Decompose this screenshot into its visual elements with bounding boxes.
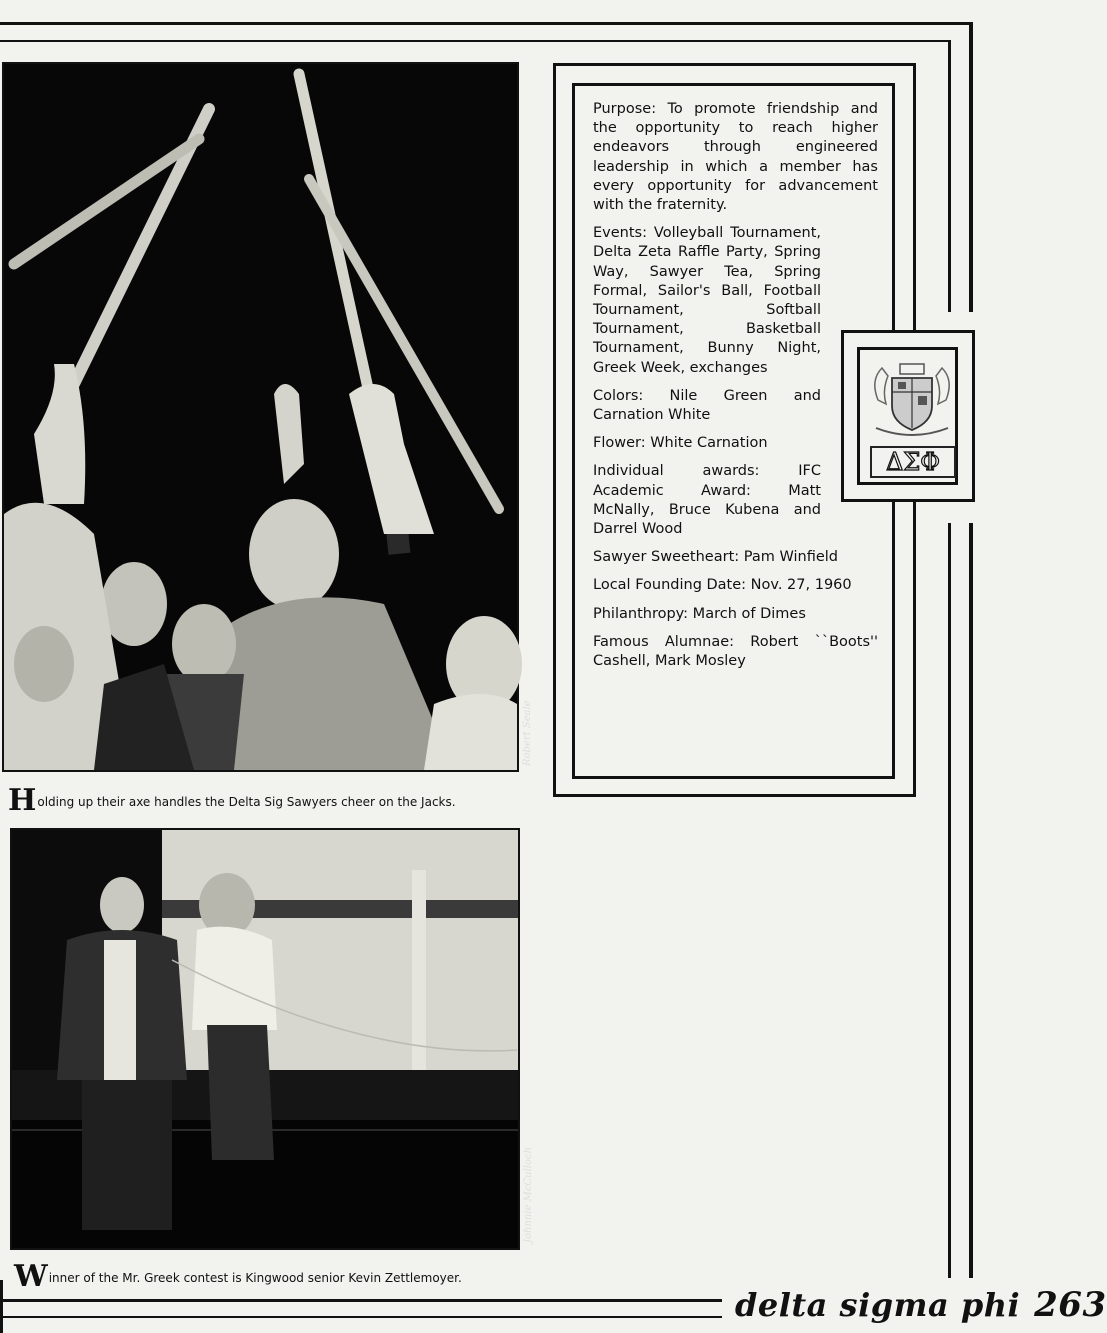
info-colors: Colors: Nile Green and Carnation White (593, 387, 821, 424)
info-alumnae: Famous Alumnae: Robert ``Boots'' Cashell, Mark Mosley (593, 633, 878, 670)
page-number: 263 (1034, 1285, 1107, 1325)
caption-text: inner of the Mr. Greek contest is Kingwood senior Kevin Zettlemoyer. (48, 1271, 462, 1285)
right-rule-inner-lower (948, 523, 951, 1278)
right-rule-outer-lower (969, 523, 973, 1278)
info-sweetheart: Sawyer Sweetheart: Pam Winfield (593, 549, 838, 566)
photo-mr-greek-winner (10, 828, 534, 1250)
bottom-rule-thin (0, 1316, 722, 1318)
fraternity-info (593, 100, 878, 680)
caption-drop-cap: H (8, 783, 37, 818)
photo-credit: Robert Seale (522, 700, 533, 766)
photo-sawyers-cheer (2, 62, 533, 772)
info-events: Events: Volleyball Tournament, Delta Zeta Raffle Party, Spring Way, Sawyer Tea, Spring Formal, Sailor's Ball, Football Tournament, Softball Tournament, Basketball Tournament, Bunny Night, Greek Week, exchanges (593, 225, 821, 376)
caption-text: olding up their axe handles the Delta Sig Sawyers cheer on the Jacks. (37, 795, 456, 809)
photo-sawyers-illustration (4, 64, 517, 770)
info-purpose: Purpose: To promote friendship and the opportunity to reach higher endeavors through engineered leadership in which a member has every opportunity for advancement with the fraternity. (593, 101, 878, 214)
top-rule-thin (0, 40, 950, 42)
greek-letters-badge: ΔΣΦ (870, 446, 956, 478)
left-edge-mark (0, 1280, 3, 1333)
photo-mr-greek-illustration (12, 830, 518, 1248)
right-rule-inner-upper (948, 40, 951, 312)
info-founding-date: Local Founding Date: Nov. 27, 1960 (593, 577, 852, 594)
bottom-rule-thick (0, 1299, 722, 1302)
page-footer (735, 1285, 1107, 1325)
top-rule-thick (0, 22, 972, 25)
footer-organization-title: delta sigma phi (735, 1286, 1021, 1324)
info-flower: Flower: White Carnation (593, 435, 768, 452)
photo-caption (14, 1259, 462, 1294)
info-philanthropy: Philanthropy: March of Dimes (593, 605, 806, 622)
photo-caption (8, 783, 456, 818)
right-rule-outer-upper (969, 22, 973, 312)
info-awards: Individual awards: IFC Academic Award: Matt McNally, Bruce Kubena and Darrel Wood (593, 463, 821, 538)
photo-credit: Johnnie McCulloch (523, 1146, 534, 1243)
caption-drop-cap: W (14, 1259, 48, 1294)
fraternity-crest-icon (868, 360, 956, 442)
